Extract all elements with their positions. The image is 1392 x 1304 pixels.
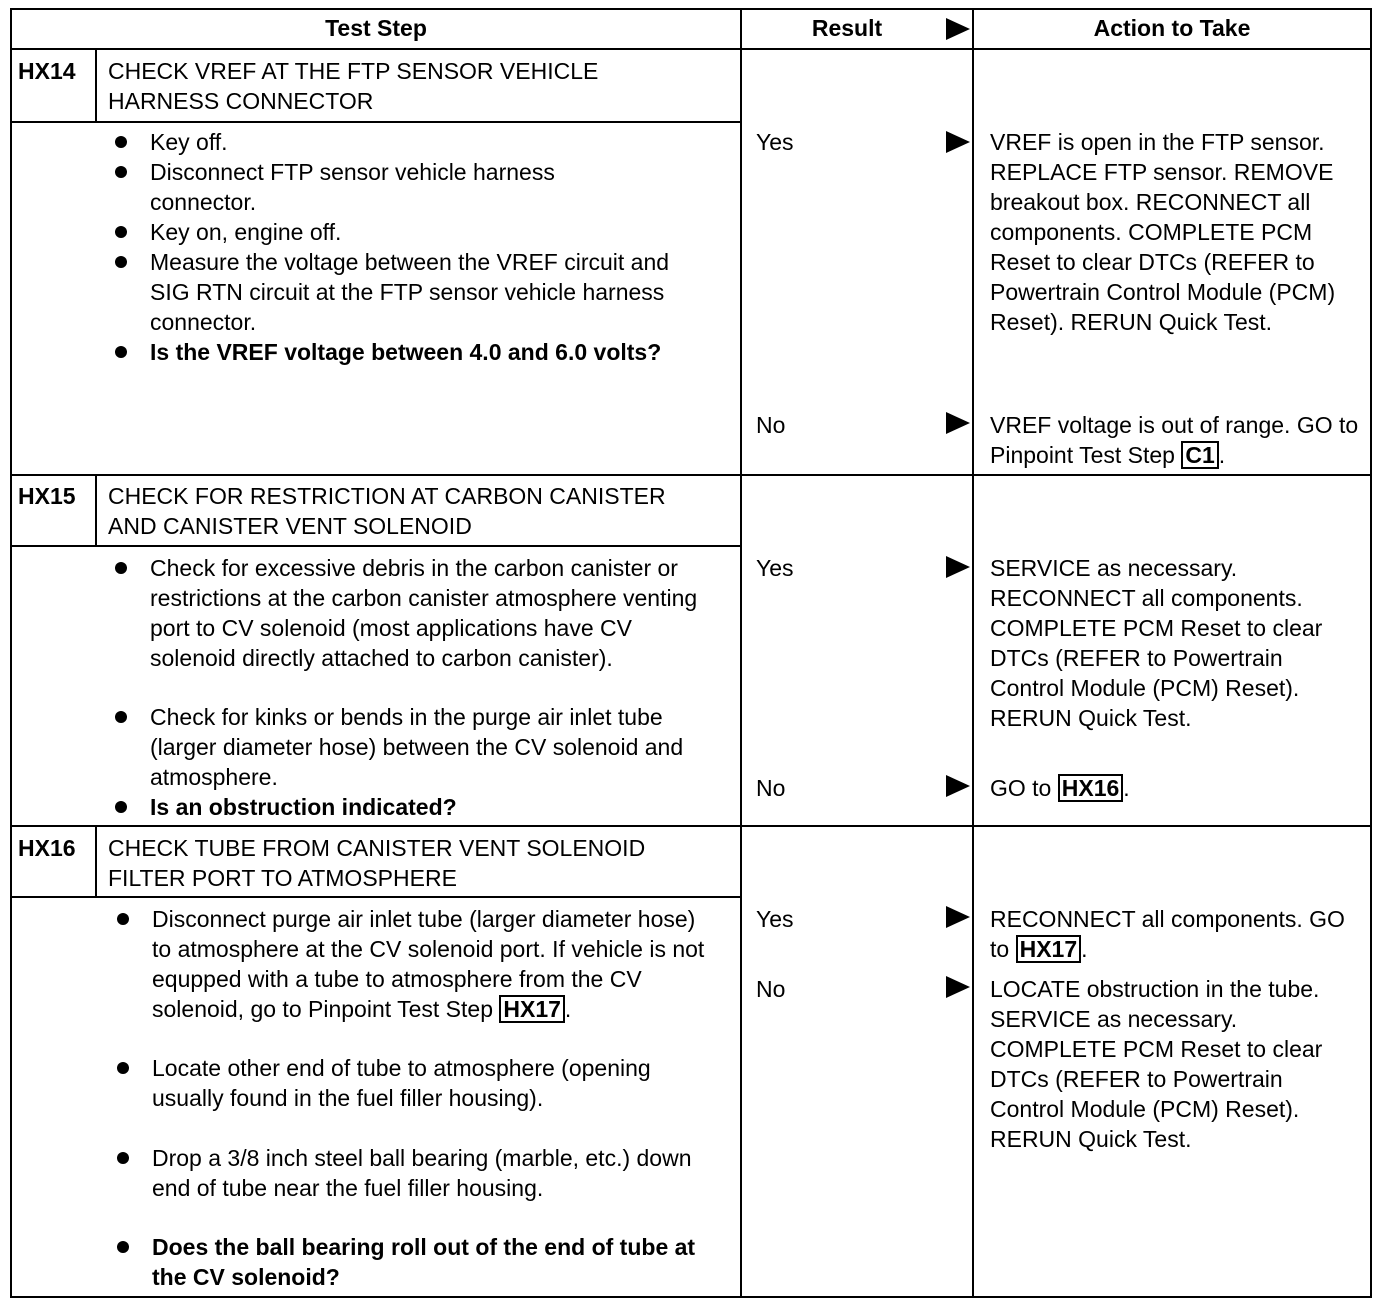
table-border-right [1370,8,1372,1298]
bullet-item: Disconnect FTP sensor vehicle harness connector. [150,157,650,217]
step-title: CHECK VREF AT THE FTP SENSOR VEHICLE HARNESS CONNECTOR [108,58,599,114]
arrow-icon [946,976,970,998]
step-ref-link[interactable]: HX16 [1058,774,1124,802]
title-underline [10,121,741,123]
bullet-item: Check for kinks or bends in the purge air inlet tube (larger diameter hose) between the CV solenoid and atmosphere. [150,702,710,792]
step-title: CHECK TUBE FROM CANISTER VENT SOLENOID FILTER PORT TO ATMOSPHERE [108,835,646,891]
result-no: No [756,412,786,438]
result-yes: Yes [756,555,794,581]
bullet-item: Drop a 3/8 inch steel ball bearing (marble, etc.) down end of tube near the fuel filler housing. [152,1145,692,1201]
title-underline [10,896,741,898]
step-id: HX14 [18,58,76,84]
bullet-item: Key on, engine off. [150,217,730,247]
step-divider-hx16 [10,825,1372,827]
action-text: LOCATE obstruction in the tube. SERVICE as necessary. COMPLETE PCM Reset to clear DTCs (REFER to Powertrain Control Module (PCM) Reset). RERUN Quick Test. [990,976,1323,1152]
column-divider-result [740,8,742,1298]
result-no: No [756,976,786,1002]
action-text: RECONNECT all components. GO to HX17 . [990,906,1345,962]
action-text: SERVICE as necessary. RECONNECT all components. COMPLETE PCM Reset to clear DTCs (REFER to Powertrain Control Module (PCM) Reset). RERUN Quick Test. [990,555,1323,731]
arrow-icon [946,412,970,434]
header-divider [10,48,1372,50]
action-text: VREF is open in the FTP sensor. REPLACE FTP sensor. REMOVE breakout box. RECONNECT all components. COMPLETE PCM Reset to clear DTCs (REFER to Powertrain Control Module (PCM) Reset). RERUN Quick Test. [990,129,1336,335]
action-text-body: GO to [990,775,1052,801]
step-id-divider [95,474,97,547]
arrow-icon [946,906,970,928]
bullet-item: Disconnect purge air inlet tube (larger diameter hose) to atmosphere at the CV solenoid port. If vehicle is not equpped with a tube to atmosphere from the CV solenoid, go to Pinpoint Test Step HX17 . [152,904,712,1024]
action-text-body: VREF voltage is out of range. GO to Pinpoint Test Step [990,412,1359,468]
bullet-item: Check for excessive debris in the carbon canister or restrictions at the carbon canister atmosphere venting port to CV solenoid (most applications have CV solenoid directly attached to carbon canister). [150,553,720,673]
bullet-item: Measure the voltage between the VREF circuit and SIG RTN circuit at the FTP sensor vehicle harness connector. [150,247,715,337]
step-title: CHECK FOR RESTRICTION AT CARBON CANISTER AND CANISTER VENT SOLENOID [108,483,666,539]
header-test-step: Test Step [325,15,427,41]
arrow-icon [946,775,970,797]
action-text-body: RECONNECT all components. GO to [990,906,1345,962]
result-yes: Yes [756,129,794,155]
bullet-question: Is an obstruction indicated? [150,792,710,822]
table-border-bottom [10,1296,1372,1298]
column-divider-action [972,8,974,1298]
table-border-top [10,8,1372,10]
result-yes: Yes [756,906,794,932]
action-text: VREF voltage is out of range. GO to Pinpoint Test Step C1 . [990,412,1359,468]
header-result: Result [811,15,883,41]
table-border-left [10,8,12,1298]
arrow-icon [946,18,970,40]
result-no: No [756,775,786,801]
bullet-item: Locate other end of tube to atmosphere (opening usually found in the fuel filler housing). [152,1053,672,1113]
arrow-icon [946,556,970,578]
step-id: HX15 [18,483,76,509]
step-ref-link[interactable]: HX17 [1016,935,1082,963]
bullet-item: Key off. [150,127,730,157]
step-divider-hx15 [10,474,1372,476]
step-ref-link[interactable]: C1 [1181,441,1218,469]
title-underline [10,545,741,547]
header-action: Action to Take [1093,15,1251,41]
step-id-divider [95,48,97,123]
bullet-question: Is the VREF voltage between 4.0 and 6.0 volts? [150,337,690,367]
step-id: HX16 [18,835,76,861]
bullet-text: Disconnect purge air inlet tube (larger diameter hose) to atmosphere at the CV solenoid port. If vehicle is not equpped with a tube to atmosphere from the CV solenoid, go to Pinpoint Test Step [152,906,705,1022]
bullet-question: Does the ball bearing roll out of the end of tube at the CV solenoid? [152,1232,712,1292]
arrow-icon [946,131,970,153]
action-text: GO to HX16 . [990,775,1130,801]
step-ref-link[interactable]: HX17 [499,995,565,1023]
step-id-divider [95,825,97,898]
